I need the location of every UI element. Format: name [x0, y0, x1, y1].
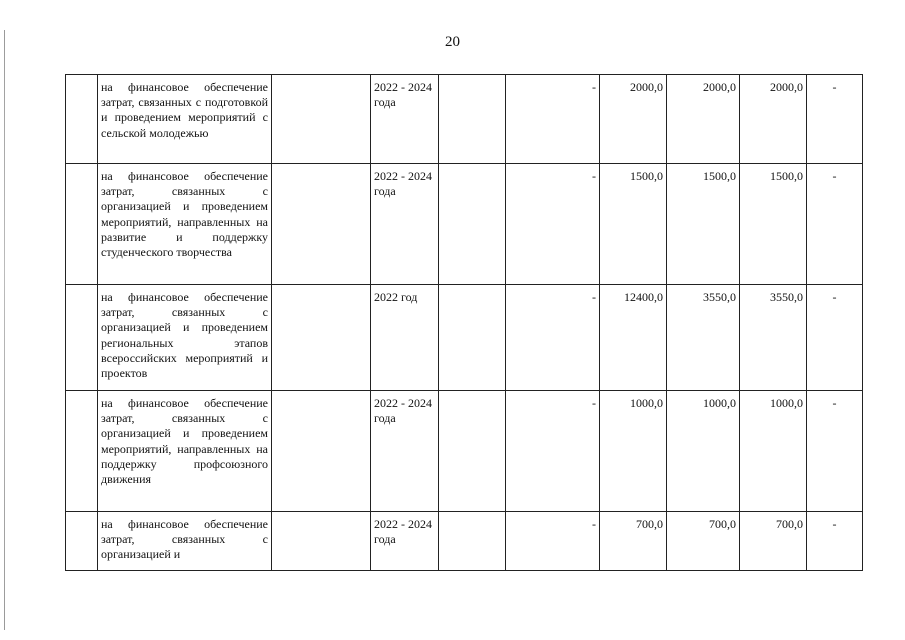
row-number-cell [66, 391, 98, 512]
dash-cell: - [506, 75, 600, 164]
value-cell-2023: 1000,0 [667, 391, 740, 512]
value-cell-2023: 700,0 [667, 512, 740, 571]
description-cell: на финансовое обеспечение затрат, связанных с организацией и проведением мероприятий, направленных на развитие и поддержку студенческого творчества [98, 164, 272, 285]
table-row [66, 164, 863, 285]
empty-cell [272, 285, 371, 391]
dash-cell-last: - [807, 391, 863, 512]
value-cell-2023: 2000,0 [667, 75, 740, 164]
empty-cell [272, 391, 371, 512]
value-cell-2022: 1000,0 [600, 391, 667, 512]
empty-cell [272, 512, 371, 571]
empty-cell [439, 75, 506, 164]
description-cell: на финансовое обеспечение затрат, связанных с подготовкой и проведением мероприятий с сельской молодежью [98, 75, 272, 164]
row-number-cell [66, 75, 98, 164]
period-cell: 2022 - 2024 года [371, 75, 439, 164]
dash-cell: - [506, 512, 600, 571]
table-row [66, 285, 863, 391]
value-cell-2024: 2000,0 [740, 75, 807, 164]
value-cell-2022: 12400,0 [600, 285, 667, 391]
dash-cell-last: - [807, 285, 863, 391]
empty-cell [439, 285, 506, 391]
dash-cell: - [506, 285, 600, 391]
description-cell: на финансовое обеспечение затрат, связанных с организацией и проведением мероприятий, направленных на поддержку профсоюзного движения [98, 391, 272, 512]
empty-cell [272, 75, 371, 164]
dash-cell: - [506, 164, 600, 285]
page-number: 20 [445, 34, 460, 50]
table-row [66, 512, 863, 571]
row-number-cell [66, 512, 98, 571]
table-row [66, 75, 863, 164]
dash-cell-last: - [807, 164, 863, 285]
value-cell-2023: 3550,0 [667, 285, 740, 391]
row-number-cell [66, 164, 98, 285]
period-cell: 2022 - 2024 года [371, 512, 439, 571]
value-cell-2024: 3550,0 [740, 285, 807, 391]
dash-cell-last: - [807, 75, 863, 164]
table-row [66, 391, 863, 512]
empty-cell [439, 164, 506, 285]
period-cell: 2022 - 2024 года [371, 391, 439, 512]
empty-cell [272, 164, 371, 285]
value-cell-2022: 2000,0 [600, 75, 667, 164]
empty-cell [439, 512, 506, 571]
period-cell: 2022 - 2024 года [371, 164, 439, 285]
dash-cell: - [506, 391, 600, 512]
value-cell-2024: 1000,0 [740, 391, 807, 512]
row-number-cell [66, 285, 98, 391]
value-cell-2022: 700,0 [600, 512, 667, 571]
empty-cell [439, 391, 506, 512]
page-edge-line [4, 30, 5, 630]
value-cell-2024: 1500,0 [740, 164, 807, 285]
dash-cell-last: - [807, 512, 863, 571]
value-cell-2023: 1500,0 [667, 164, 740, 285]
description-cell: на финансовое обеспечение затрат, связанных с организацией и [98, 512, 272, 571]
value-cell-2022: 1500,0 [600, 164, 667, 285]
budget-table [65, 74, 863, 571]
value-cell-2024: 700,0 [740, 512, 807, 571]
period-cell: 2022 год [371, 285, 439, 391]
description-cell: на финансовое обеспечение затрат, связанных с организацией и проведением региональных этапов всероссийских мероприятий и проектов [98, 285, 272, 391]
